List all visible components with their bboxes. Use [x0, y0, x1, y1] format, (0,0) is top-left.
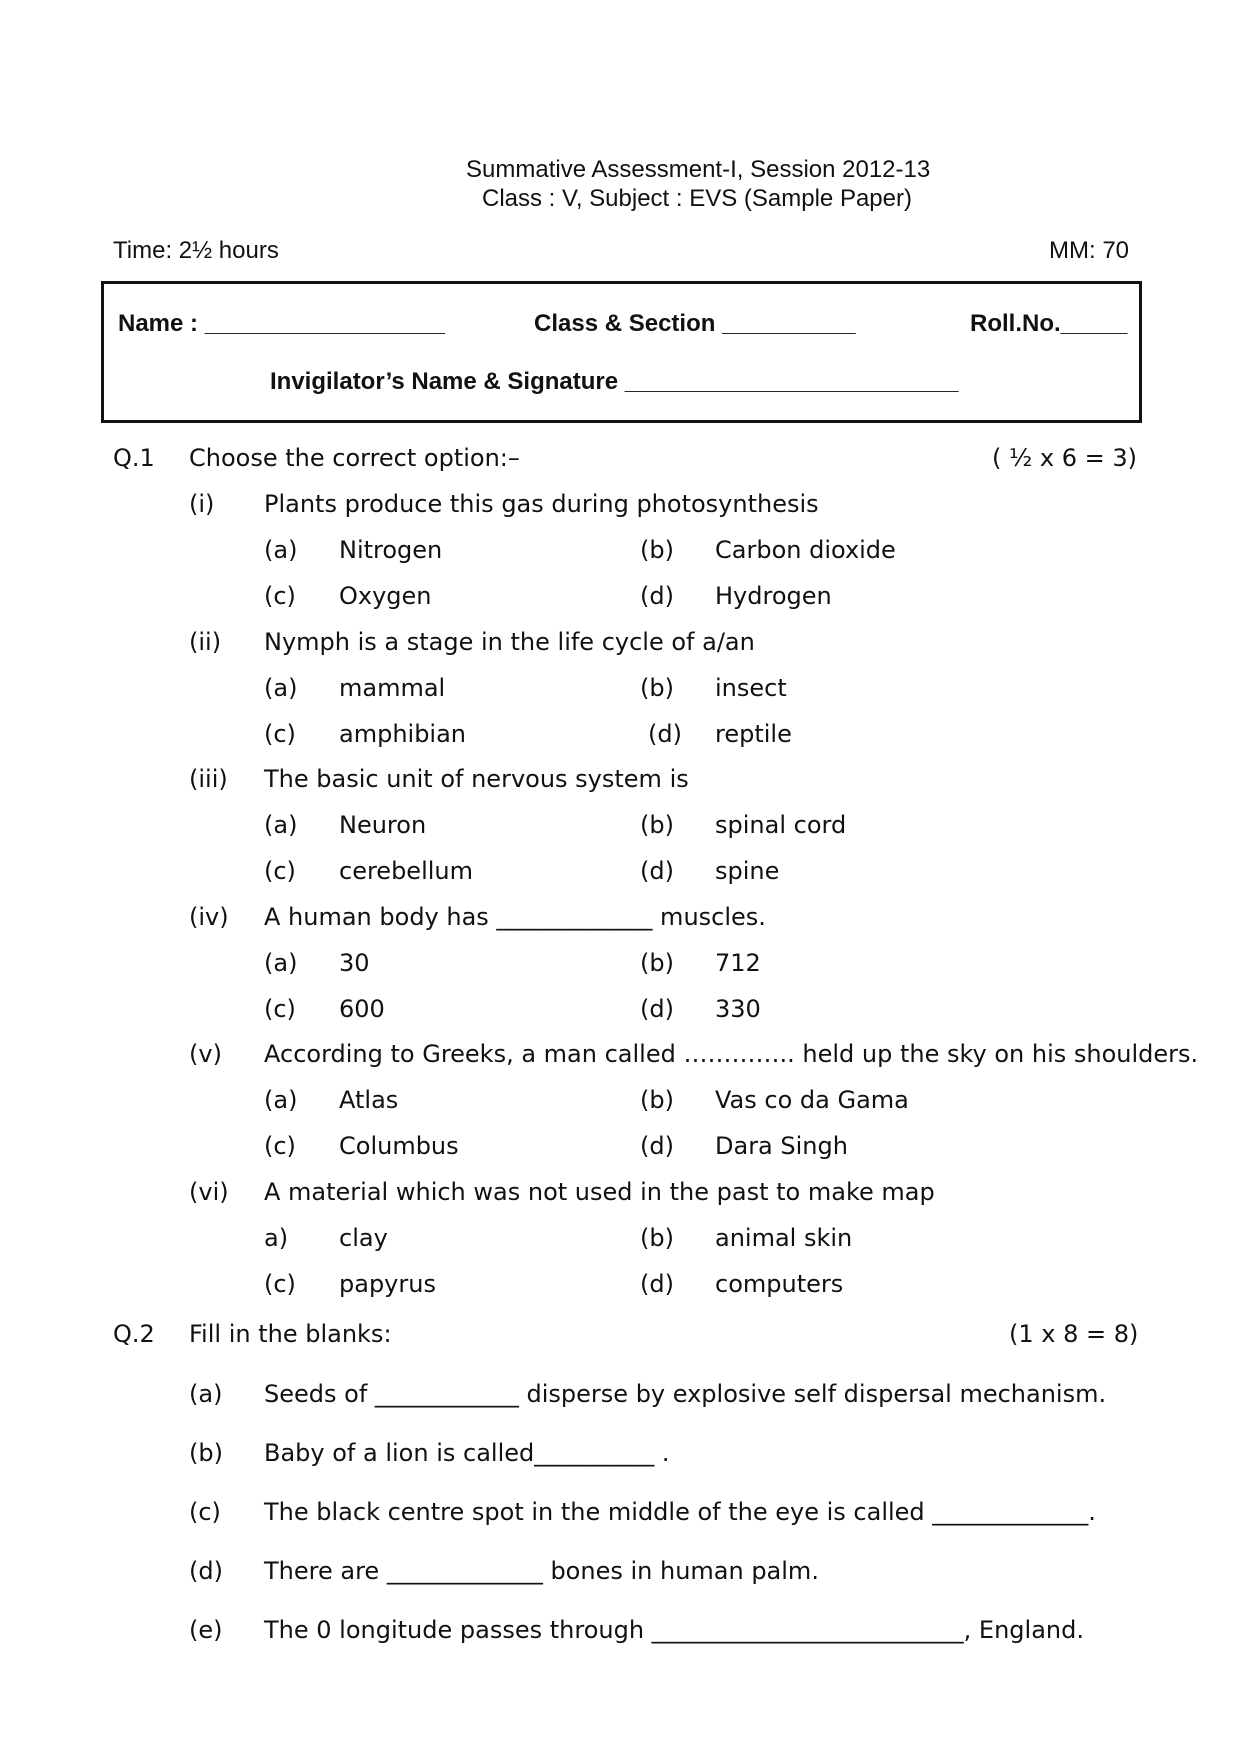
class-section-field[interactable]: Class & Section __________ [534, 310, 856, 337]
q1-item-text: A material which was not used in the past to make map [264, 1177, 935, 1206]
q1-option-label: (a) [264, 673, 298, 702]
q1-option-text: insect [715, 673, 787, 702]
q2-instruction: Fill in the blanks: [189, 1320, 392, 1348]
q1-option-text: cerebellum [339, 857, 473, 885]
q1-option-text: clay [339, 1223, 388, 1252]
q2-number: Q.2 [113, 1320, 155, 1348]
q2-item-number: (c) [189, 1498, 221, 1526]
name-field[interactable]: Name : __________________ [118, 310, 445, 337]
student-info-box [101, 281, 1142, 423]
q1-item-number: (v) [189, 1040, 222, 1068]
q1-number: Q.1 [113, 444, 155, 472]
exam-time: Time: 2½ hours [113, 237, 279, 264]
q1-option-text: computers [715, 1269, 844, 1298]
q1-option-label: (a) [264, 536, 298, 564]
q1-option-text: 330 [715, 994, 761, 1023]
q1-option-label: (d) [648, 719, 682, 748]
q1-marks: ( ½ x 6 = 3) [992, 444, 1137, 472]
q1-option-label: (d) [640, 857, 674, 885]
q1-option-text: papyrus [339, 1269, 436, 1298]
q1-option-text: mammal [339, 673, 446, 702]
q1-option-label: (b) [640, 948, 674, 977]
q2-item-number: (a) [189, 1380, 223, 1408]
q1-option-text: Neuron [339, 811, 427, 839]
q1-option-label: (c) [264, 1132, 296, 1160]
q1-option-label: (a) [264, 811, 298, 839]
q1-option-label: (c) [264, 857, 296, 885]
q1-option-label: (c) [264, 582, 296, 610]
exam-subtitle: Class : V, Subject : EVS (Sample Paper) [482, 185, 912, 212]
q1-option-label: (d) [640, 1269, 674, 1298]
q2-item-number: (b) [189, 1439, 223, 1467]
q1-option-text: 30 [339, 948, 370, 977]
exam-max-marks: MM: 70 [1049, 237, 1130, 264]
q2-item-number: (d) [189, 1557, 223, 1585]
q1-option-text: Atlas [339, 1086, 399, 1114]
q1-option-label: (b) [640, 536, 674, 564]
q1-option-text: 600 [339, 994, 385, 1023]
q1-instruction: Choose the correct option:– [189, 444, 520, 472]
q1-option-text: Dara Singh [715, 1132, 848, 1160]
q1-option-label: (d) [640, 582, 674, 610]
q1-item-text: According to Greeks, a man called ………….. held up the sky on his shoulders. [264, 1040, 1199, 1068]
q1-option-label: (c) [264, 994, 296, 1023]
q1-item-text: The basic unit of nervous system is [264, 765, 689, 793]
q1-option-label: (b) [640, 673, 674, 702]
q1-option-text: spinal cord [715, 811, 847, 839]
q2-item-text: Seeds of ____________ disperse by explosive self dispersal mechanism. [264, 1380, 1107, 1408]
invigilator-field[interactable]: Invigilator’s Name & Signature _________________________ [270, 368, 959, 395]
roll-no-field[interactable]: Roll.No._____ [970, 310, 1128, 337]
q2-item-text: There are _____________ bones in human palm. [264, 1557, 819, 1585]
q2-item-text: The 0 longitude passes through __________________________, England. [264, 1616, 1084, 1644]
q1-option-text: 712 [715, 948, 761, 977]
q1-item-number: (vi) [189, 1177, 229, 1206]
q1-item-number: (iii) [189, 765, 228, 793]
exam-title: Summative Assessment-I, Session 2012-13 [466, 156, 931, 183]
q1-item-text: Plants produce this gas during photosynthesis [264, 490, 819, 518]
q1-option-text: animal skin [715, 1223, 853, 1252]
q1-item-text: Nymph is a stage in the life cycle of a/an [264, 627, 755, 656]
q1-item-number: (i) [189, 490, 215, 518]
q1-option-label: (a) [264, 1086, 298, 1114]
q2-item-number: (e) [189, 1616, 223, 1644]
q1-option-label: (a) [264, 948, 298, 977]
q1-option-label: (c) [264, 1269, 296, 1298]
q1-option-text: Carbon dioxide [715, 536, 896, 564]
q1-option-label: (b) [640, 811, 674, 839]
q1-item-number: (iv) [189, 902, 229, 931]
q1-option-text: Hydrogen [715, 582, 832, 610]
q1-item-number: (ii) [189, 627, 222, 656]
q1-option-label: (c) [264, 719, 296, 748]
q1-option-label: (b) [640, 1223, 674, 1252]
q1-option-text: spine [715, 857, 780, 885]
q1-option-text: Vas co da Gama [715, 1086, 909, 1114]
q1-option-label: (b) [640, 1086, 674, 1114]
q2-item-text: The black centre spot in the middle of the eye is called _____________. [264, 1498, 1096, 1526]
q1-option-label: a) [264, 1223, 289, 1252]
q1-option-text: amphibian [339, 719, 467, 748]
q1-option-label: (d) [640, 1132, 674, 1160]
q1-option-label: (d) [640, 994, 674, 1023]
q1-option-text: Columbus [339, 1132, 459, 1160]
q1-option-text: reptile [715, 719, 792, 748]
q1-item-text: A human body has _____________ muscles. [264, 902, 766, 931]
q2-marks: (1 x 8 = 8) [1009, 1320, 1139, 1348]
q1-option-text: Nitrogen [339, 536, 443, 564]
q1-option-text: Oxygen [339, 582, 432, 610]
q2-item-text: Baby of a lion is called__________ . [264, 1439, 670, 1467]
